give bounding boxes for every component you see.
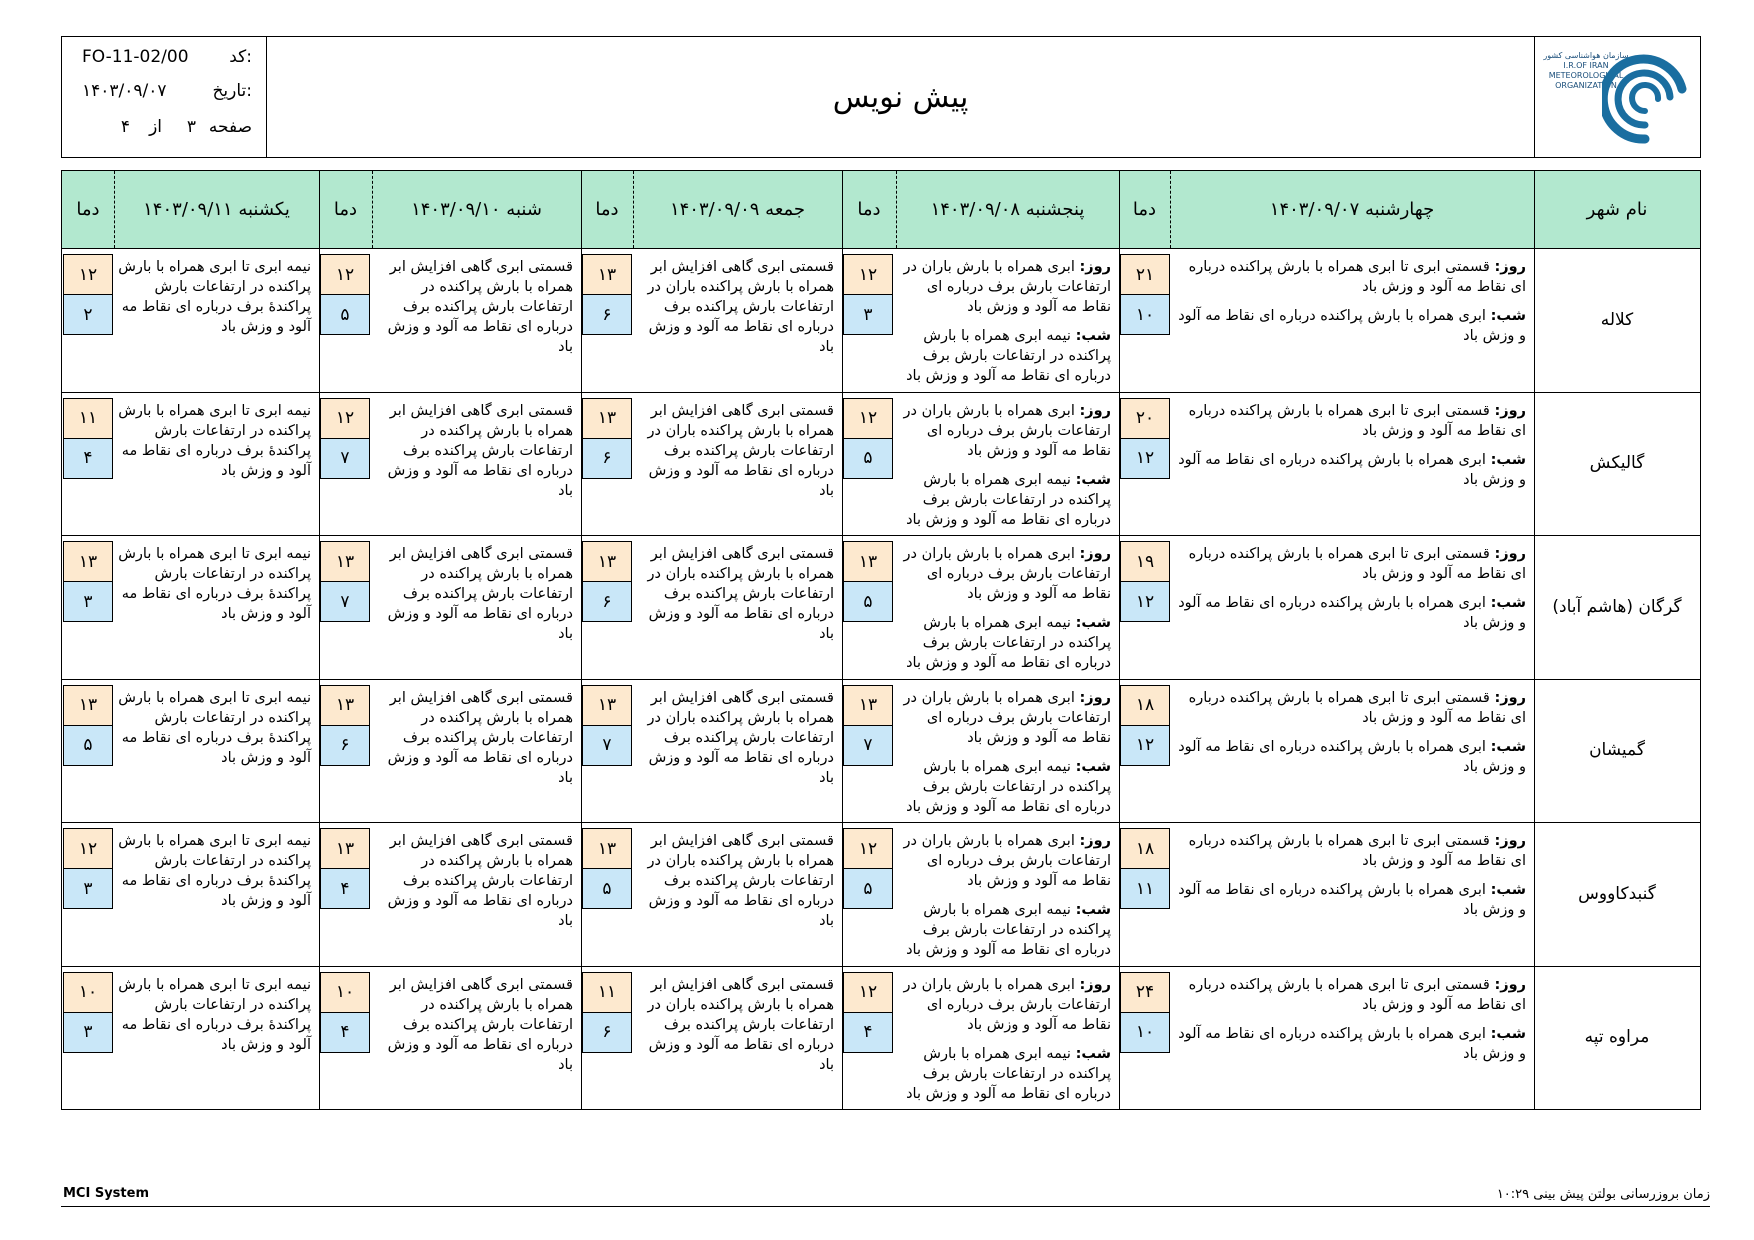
- night-label: شب:: [1490, 595, 1526, 611]
- header-dashed-divider: [633, 171, 634, 248]
- forecast-description: [900, 401, 1111, 539]
- day-forecast-text: ابری همراه با بارش باران در ارتفاعات بارش برف درباره ای نقاط مه آلود و وزش باد: [903, 689, 1111, 746]
- max-temperature: ۱۳: [582, 828, 632, 869]
- logo-spiral-icon: [1602, 49, 1688, 145]
- day-forecast-text: قسمتی ابری تا ابری همراه با بارش پراکنده درباره ای نقاط مه آلود و وزش باد: [1188, 976, 1526, 1013]
- night-label: شب:: [1490, 308, 1526, 324]
- night-forecast-text: نیمه ابری همراه با بارش پراکنده در ارتفاعات بارش برف درباره ای نقاط مه آلود و وزش باد: [906, 902, 1111, 958]
- logo-text-line2: I.R.OF IRAN: [1563, 61, 1609, 70]
- day-forecast-text: قسمتی ابری تا ابری همراه با بارش پراکنده درباره ای نقاط مه آلود و وزش باد: [1188, 689, 1526, 726]
- day-label: روز:: [1079, 976, 1111, 993]
- night-label: شب:: [1075, 758, 1111, 775]
- max-temperature: ۱۳: [320, 541, 370, 582]
- max-temperature: ۱۳: [320, 828, 370, 869]
- page-title: پیش نویس: [832, 79, 969, 115]
- night-label: شب:: [1490, 882, 1526, 898]
- row-divider: [62, 966, 1700, 967]
- min-temperature: ۵: [843, 581, 893, 622]
- forecast-text: نیمه ابری تا ابری همراه با بارش پراکنده در ارتفاعات بارش پراکندهٔ برف درباره ای نقاط مه آلود و وزش باد: [118, 976, 311, 1053]
- min-temperature: ۱۱: [1120, 868, 1170, 909]
- city-name: گرگان (هاشم آباد): [1552, 596, 1682, 617]
- max-temperature: ۱۳: [320, 685, 370, 726]
- forecast-description: [118, 688, 311, 768]
- city-name: گالیکش: [1589, 453, 1645, 474]
- forecast-description: [637, 544, 834, 644]
- forecast-description: [1174, 401, 1526, 499]
- min-temperature: ۳: [63, 868, 113, 909]
- column-header-temp-1: دما: [1119, 171, 1170, 248]
- day-label: روز:: [1079, 546, 1111, 562]
- night-forecast-text: نیمه ابری همراه با بارش پراکنده در ارتفاعات بارش برف درباره ای نقاط مه آلود و وزش باد: [906, 615, 1111, 671]
- column-header-day-1: چهارشنبه ۱۴۰۳/۰۹/۰۷: [1170, 171, 1534, 248]
- city-name: کلاله: [1600, 309, 1634, 330]
- max-temperature: ۱۳: [63, 541, 113, 582]
- max-temperature: ۱۲: [63, 828, 113, 869]
- min-temperature: ۱۰: [1120, 1012, 1170, 1053]
- forecast-description: [900, 975, 1111, 1113]
- forecast-text: قسمتی ابری گاهی افزایش ابر همراه با بارش پراکنده در ارتفاعات بارش پراکنده برف درباره ای نقاط مه آلود و وزش باد: [387, 402, 573, 499]
- forecast-description: [118, 257, 311, 337]
- forecast-text: قسمتی ابری گاهی افزایش ابر همراه با بارش پراکنده در ارتفاعات بارش پراکنده برف درباره ای نقاط مه آلود و وزش باد: [387, 976, 573, 1073]
- forecast-text: قسمتی ابری گاهی افزایش ابر همراه با بارش پراکنده باران در ارتفاعات بارش پراکنده برف درباره ای نقاط مه آلود و وزش باد: [647, 402, 834, 499]
- forecast-description: [1174, 975, 1526, 1073]
- max-temperature: ۱۲: [320, 398, 370, 439]
- min-temperature: ۴: [843, 1012, 893, 1053]
- min-temperature: ۱۲: [1120, 438, 1170, 479]
- day-label: روز:: [1494, 546, 1526, 562]
- city-name: گمیشان: [1589, 740, 1645, 761]
- day-label: روز:: [1079, 833, 1111, 849]
- header-dashed-divider: [372, 171, 373, 248]
- max-temperature: ۱۱: [63, 398, 113, 439]
- forecast-text: قسمتی ابری گاهی افزایش ابر همراه با بارش پراکنده در ارتفاعات بارش پراکنده برف درباره ای نقاط مه آلود و وزش باد: [387, 833, 573, 929]
- night-forecast-text: ابری همراه با بارش پراکنده درباره ای نقاط مه آلود و وزش باد: [1178, 595, 1526, 631]
- forecast-description: [637, 831, 834, 931]
- row-divider: [62, 822, 1700, 823]
- forecast-description: [1174, 831, 1526, 929]
- max-temperature: ۱۱: [582, 972, 632, 1013]
- forecast-description: [900, 831, 1111, 969]
- forecast-text: قسمتی ابری گاهی افزایش ابر همراه با بارش پراکنده باران در ارتفاعات بارش پراکنده برف درباره ای نقاط مه آلود و وزش باد: [647, 976, 834, 1073]
- organization-logo: [1534, 37, 1700, 157]
- max-temperature: ۲۱: [1120, 254, 1170, 295]
- day-forecast-text: ابری همراه با بارش باران در ارتفاعات بارش برف درباره ای نقاط مه آلود و وزش باد: [903, 833, 1111, 889]
- max-temperature: ۱۸: [1120, 828, 1170, 869]
- forecast-text: نیمه ابری تا ابری همراه با بارش پراکنده در ارتفاعات بارش پراکندهٔ برف درباره ای نقاط مه آلود و وزش باد: [118, 546, 311, 622]
- max-temperature: ۲۴: [1120, 972, 1170, 1013]
- forecast-description: [637, 688, 834, 788]
- min-temperature: ۳: [63, 1012, 113, 1053]
- day-forecast-text: ابری همراه با بارش باران در ارتفاعات بارش برف درباره ای نقاط مه آلود و وزش باد: [903, 546, 1111, 602]
- column-header-day-3: جمعه ۱۴۰۳/۰۹/۰۹: [633, 171, 842, 248]
- min-temperature: ۱۲: [1120, 581, 1170, 622]
- max-temperature: ۱۲: [843, 398, 893, 439]
- min-temperature: ۵: [582, 868, 632, 909]
- max-temperature: ۱۰: [320, 972, 370, 1013]
- min-temperature: ۶: [582, 581, 632, 622]
- forecast-text: قسمتی ابری گاهی افزایش ابر همراه با بارش پراکنده در ارتفاعات بارش پراکنده برف درباره ای نقاط مه آلود و وزش باد: [387, 689, 573, 786]
- page-of: از: [149, 117, 162, 137]
- logo-text-line3: METEOROLOGICAL: [1548, 71, 1624, 80]
- column-header-temp-4: دما: [319, 171, 372, 248]
- max-temperature: ۱۳: [63, 685, 113, 726]
- forecast-description: [376, 975, 573, 1075]
- forecast-text: نیمه ابری تا ابری همراه با بارش پراکنده در ارتفاعات بارش پراکندهٔ برف درباره ای نقاط مه آلود و وزش باد: [118, 689, 311, 766]
- min-temperature: ۶: [582, 294, 632, 335]
- min-temperature: ۱۰: [1120, 294, 1170, 335]
- forecast-description: [376, 401, 573, 501]
- logo-text-fa: سازمان هواشناسی کشور: [1543, 51, 1629, 60]
- forecast-text: نیمه ابری تا ابری همراه با بارش پراکنده در ارتفاعات بارش پراکندهٔ برف درباره ای نقاط مه آلود و وزش باد: [118, 259, 311, 335]
- day-label: روز:: [1494, 833, 1526, 849]
- max-temperature: ۱۳: [582, 254, 632, 295]
- forecast-description: [376, 544, 573, 644]
- footer-system-name: MCI System: [63, 1186, 149, 1201]
- day-label: روز:: [1494, 689, 1526, 706]
- forecast-text: قسمتی ابری گاهی افزایش ابر همراه با بارش پراکنده باران در ارتفاعات بارش پراکنده برف درباره ای نقاط مه آلود و وزش باد: [647, 833, 834, 929]
- document-header: [61, 36, 1701, 158]
- day-label: روز:: [1494, 976, 1526, 993]
- min-temperature: ۲: [63, 294, 113, 335]
- column-header-day-4: شنبه ۱۴۰۳/۰۹/۱۰: [372, 171, 581, 248]
- max-temperature: ۱۳: [582, 541, 632, 582]
- min-temperature: ۳: [843, 294, 893, 335]
- max-temperature: ۱۰: [63, 972, 113, 1013]
- footer-update-time: زمان بروزرسانی بولتن پیش بینی ۱۰:۲۹: [1496, 1187, 1710, 1202]
- forecast-text: قسمتی ابری گاهی افزایش ابر همراه با بارش پراکنده باران در ارتفاعات بارش پراکنده برف درباره ای نقاط مه آلود و وزش باد: [647, 546, 834, 642]
- forecast-text: نیمه ابری تا ابری همراه با بارش پراکنده در ارتفاعات بارش پراکندهٔ برف درباره ای نقاط مه آلود و وزش باد: [118, 833, 311, 909]
- min-temperature: ۱۲: [1120, 725, 1170, 766]
- min-temperature: ۶: [320, 725, 370, 766]
- forecast-description: [376, 257, 573, 357]
- max-temperature: ۱۳: [843, 685, 893, 726]
- column-header-temp-3: دما: [581, 171, 633, 248]
- min-temperature: ۶: [582, 438, 632, 479]
- code-label: کد:: [229, 47, 252, 67]
- date-value: ۱۴۰۳/۰۹/۰۷: [82, 81, 167, 101]
- night-forecast-text: نیمه ابری همراه با بارش پراکنده در ارتفاعات بارش برف درباره ای نقاط مه آلود و وزش باد: [906, 471, 1111, 528]
- day-forecast-text: قسمتی ابری تا ابری همراه با بارش پراکنده درباره ای نقاط مه آلود و وزش باد: [1188, 402, 1526, 439]
- forecast-table: [61, 170, 1701, 1110]
- night-forecast-text: نیمه ابری همراه با بارش پراکنده در ارتفاعات بارش برف درباره ای نقاط مه آلود و وزش باد: [906, 1045, 1111, 1102]
- min-temperature: ۷: [582, 725, 632, 766]
- night-label: شب:: [1490, 738, 1526, 755]
- forecast-text: قسمتی ابری گاهی افزایش ابر همراه با بارش پراکنده باران در ارتفاعات بارش پراکنده برف درباره ای نقاط مه آلود و وزش باد: [647, 259, 834, 355]
- forecast-description: [118, 975, 311, 1055]
- page-label: صفحه: [208, 117, 252, 137]
- min-temperature: ۵: [63, 725, 113, 766]
- forecast-text: قسمتی ابری گاهی افزایش ابر همراه با بارش پراکنده باران در ارتفاعات بارش پراکنده برف درباره ای نقاط مه آلود و وزش باد: [647, 689, 834, 786]
- min-temperature: ۵: [843, 438, 893, 479]
- min-temperature: ۵: [320, 294, 370, 335]
- night-label: شب:: [1075, 471, 1111, 488]
- header-dashed-divider: [1170, 171, 1171, 248]
- min-temperature: ۳: [63, 581, 113, 622]
- night-forecast-text: ابری همراه با بارش پراکنده درباره ای نقاط مه آلود و وزش باد: [1178, 451, 1526, 488]
- min-temperature: ۷: [320, 581, 370, 622]
- forecast-text: قسمتی ابری گاهی افزایش ابر همراه با بارش پراکنده در ارتفاعات بارش پراکنده برف درباره ای نقاط مه آلود و وزش باد: [387, 546, 573, 642]
- min-temperature: ۷: [320, 438, 370, 479]
- page-total: ۴: [120, 117, 130, 137]
- header-dashed-divider: [114, 171, 115, 248]
- night-label: شب:: [1075, 328, 1111, 344]
- max-temperature: ۱۲: [843, 972, 893, 1013]
- day-forecast-text: قسمتی ابری تا ابری همراه با بارش پراکنده درباره ای نقاط مه آلود و وزش باد: [1188, 546, 1526, 582]
- max-temperature: ۱۲: [843, 828, 893, 869]
- max-temperature: ۱۳: [582, 685, 632, 726]
- min-temperature: ۴: [320, 1012, 370, 1053]
- day-label: روز:: [1494, 402, 1526, 419]
- min-temperature: ۵: [843, 868, 893, 909]
- row-divider: [62, 679, 1700, 680]
- night-forecast-text: نیمه ابری همراه با بارش پراکنده در ارتفاعات بارش برف درباره ای نقاط مه آلود و وزش باد: [906, 328, 1111, 384]
- day-forecast-text: ابری همراه با بارش باران در ارتفاعات بارش برف درباره ای نقاط مه آلود و وزش باد: [903, 976, 1111, 1033]
- footer-divider: [61, 1206, 1710, 1207]
- column-header-temp-2: دما: [842, 171, 896, 248]
- night-label: شب:: [1075, 615, 1111, 631]
- forecast-description: [118, 401, 311, 481]
- night-label: شب:: [1490, 1025, 1526, 1042]
- night-label: شب:: [1075, 902, 1111, 918]
- column-header-day-2: پنجشنبه ۱۴۰۳/۰۹/۰۸: [896, 171, 1119, 248]
- forecast-description: [637, 975, 834, 1075]
- forecast-description: [1174, 257, 1526, 355]
- day-forecast-text: ابری همراه با بارش باران در ارتفاعات بارش برف درباره ای نقاط مه آلود و وزش باد: [903, 259, 1111, 315]
- forecast-description: [637, 257, 834, 357]
- header-dashed-divider: [896, 171, 897, 248]
- forecast-description: [637, 401, 834, 501]
- min-temperature: ۶: [582, 1012, 632, 1053]
- document-meta: [62, 37, 267, 157]
- forecast-description: [118, 544, 311, 624]
- night-label: شب:: [1075, 1045, 1111, 1062]
- logo-text-line4: ORGANIZATION: [1555, 81, 1617, 90]
- header-divider: [62, 248, 1700, 249]
- night-forecast-text: ابری همراه با بارش پراکنده درباره ای نقاط مه آلود و وزش باد: [1178, 882, 1526, 918]
- column-header-city: نام شهر: [1534, 171, 1700, 248]
- forecast-text: قسمتی ابری گاهی افزایش ابر همراه با بارش پراکنده در ارتفاعات بارش پراکنده برف درباره ای نقاط مه آلود و وزش باد: [387, 259, 573, 355]
- min-temperature: ۷: [843, 725, 893, 766]
- row-divider: [62, 535, 1700, 536]
- max-temperature: ۱۳: [843, 541, 893, 582]
- max-temperature: ۱۲: [843, 254, 893, 295]
- day-label: روز:: [1079, 259, 1111, 275]
- max-temperature: ۱۲: [320, 254, 370, 295]
- forecast-description: [900, 688, 1111, 826]
- night-label: شب:: [1490, 451, 1526, 468]
- min-temperature: ۴: [63, 438, 113, 479]
- city-name: گنبدکاووس: [1578, 883, 1656, 904]
- forecast-description: [1174, 688, 1526, 786]
- day-label: روز:: [1079, 402, 1111, 419]
- city-name: مراوه تپه: [1584, 1027, 1650, 1048]
- forecast-description: [376, 688, 573, 788]
- code-value: FO-11-02/00: [82, 47, 189, 67]
- max-temperature: ۲۰: [1120, 398, 1170, 439]
- day-forecast-text: قسمتی ابری تا ابری همراه با بارش پراکنده درباره ای نقاط مه آلود و وزش باد: [1188, 833, 1526, 869]
- date-label: تاریخ:: [212, 81, 252, 101]
- max-temperature: ۱۸: [1120, 685, 1170, 726]
- night-forecast-text: نیمه ابری همراه با بارش پراکنده در ارتفاعات بارش برف درباره ای نقاط مه آلود و وزش باد: [906, 758, 1111, 815]
- night-forecast-text: ابری همراه با بارش پراکنده درباره ای نقاط مه آلود و وزش باد: [1178, 738, 1526, 775]
- forecast-description: [900, 257, 1111, 395]
- max-temperature: ۱۹: [1120, 541, 1170, 582]
- forecast-description: [1174, 544, 1526, 642]
- forecast-description: [900, 544, 1111, 682]
- day-label: روز:: [1494, 259, 1526, 275]
- day-forecast-text: قسمتی ابری تا ابری همراه با بارش پراکنده درباره ای نقاط مه آلود و وزش باد: [1188, 259, 1526, 295]
- max-temperature: ۱۳: [582, 398, 632, 439]
- forecast-text: نیمه ابری تا ابری همراه با بارش پراکنده در ارتفاعات بارش پراکندهٔ برف درباره ای نقاط مه آلود و وزش باد: [118, 402, 311, 479]
- row-divider: [62, 392, 1700, 393]
- forecast-description: [118, 831, 311, 911]
- forecast-description: [376, 831, 573, 931]
- day-forecast-text: ابری همراه با بارش باران در ارتفاعات بارش برف درباره ای نقاط مه آلود و وزش باد: [903, 402, 1111, 459]
- page-current: ۳: [186, 117, 196, 137]
- column-header-day-5: یکشنبه ۱۴۰۳/۰۹/۱۱: [114, 171, 319, 248]
- night-forecast-text: ابری همراه با بارش پراکنده درباره ای نقاط مه آلود و وزش باد: [1178, 1025, 1526, 1062]
- column-header-temp-5: دما: [62, 171, 114, 248]
- night-forecast-text: ابری همراه با بارش پراکنده درباره ای نقاط مه آلود و وزش باد: [1178, 308, 1526, 344]
- day-label: روز:: [1079, 689, 1111, 706]
- max-temperature: ۱۲: [63, 254, 113, 295]
- min-temperature: ۴: [320, 868, 370, 909]
